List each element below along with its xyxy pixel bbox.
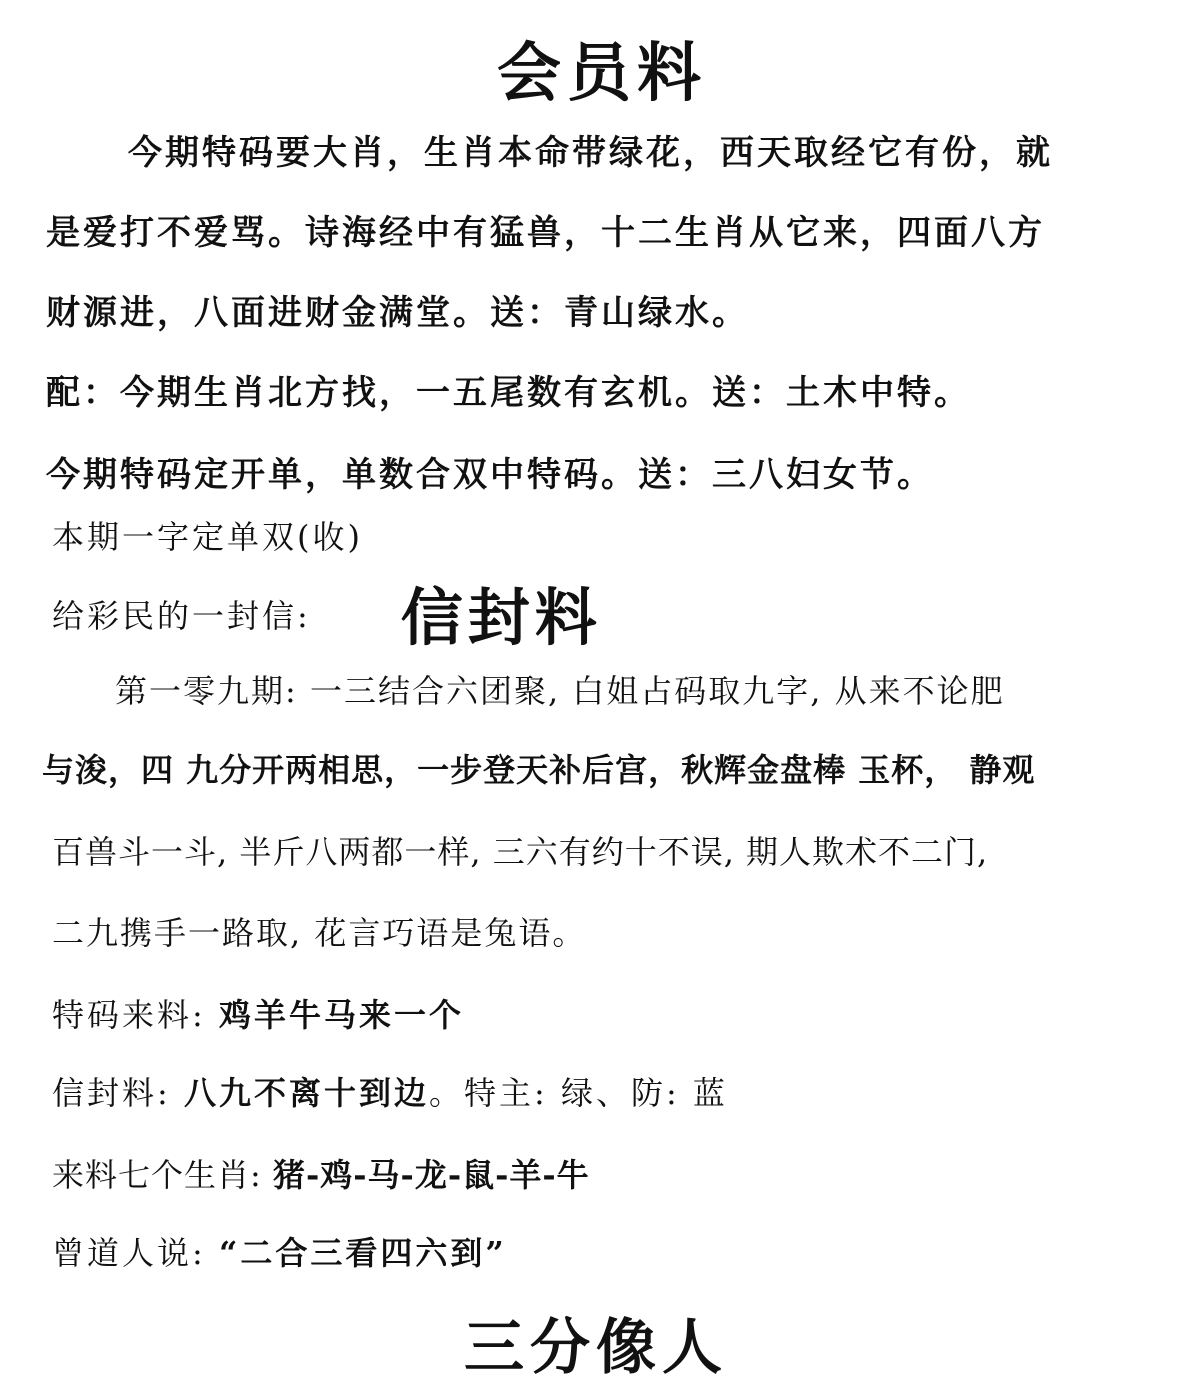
special-code-value: 鸡羊牛马来一个 bbox=[218, 996, 464, 1034]
special-code-line bbox=[52, 990, 464, 1036]
taoist-saying-value: “二合三看四六到” bbox=[218, 1234, 507, 1272]
poem-line-2: 与浚，四 九分开两相思，一步登天补后宫，秋辉金盘棒 玉杯， 静观 bbox=[42, 751, 1036, 789]
member-line-1: 今期特码要大肖，生肖本命带绿花，西天取经它有份，就 bbox=[128, 133, 1053, 173]
seven-zodiac-label: 来料七个生肖: bbox=[52, 1156, 273, 1194]
seven-zodiac-value: 猪-鸡-马-龙-鼠-羊-牛 bbox=[272, 1156, 590, 1194]
member-title: 会员料 bbox=[497, 36, 707, 111]
letter-heading-label: 给彩民的一封信: bbox=[52, 597, 311, 635]
poem-line-4: 二九携手一路取, 花言巧语是兔语。 bbox=[52, 914, 587, 952]
member-line-2: 是爱打不爱骂。诗海经中有猛兽，十二生肖从它来，四面八方 bbox=[46, 213, 1045, 253]
special-code-label: 特码来料: bbox=[52, 996, 219, 1034]
envelope-title: 信封料 bbox=[400, 581, 602, 654]
poem-line-3: 百兽斗一斗, 半斤八两都一样, 三六有约十不误, 期人欺术不二门, bbox=[52, 833, 989, 871]
envelope-label: 信封料: bbox=[52, 1074, 184, 1112]
taoist-saying-label: 曾道人说: bbox=[52, 1234, 219, 1272]
envelope-line bbox=[52, 1068, 728, 1114]
envelope-tail: 。特主: 绿、防: 蓝 bbox=[428, 1074, 728, 1112]
poem-line-1: 第一零九期: 一三结合六团聚, 白姐占码取九字, 从来不论肥 bbox=[115, 672, 1005, 710]
member-line-5: 今期特码定开单，单数合双中特码。送：三八妇女节。 bbox=[46, 455, 934, 495]
bottom-title: 三分像人 bbox=[464, 1313, 728, 1383]
member-line-3: 财源进，八面进财金满堂。送：青山绿水。 bbox=[46, 293, 749, 333]
member-line-4: 配：今期生肖北方找，一五尾数有玄机。送：土木中特。 bbox=[46, 373, 971, 413]
envelope-value: 八九不离十到边 bbox=[183, 1074, 429, 1112]
letter-heading bbox=[52, 568, 602, 657]
seven-zodiac-line bbox=[52, 1150, 590, 1196]
taoist-saying-line bbox=[52, 1228, 507, 1274]
single-double-note: 本期一字定单双(收) bbox=[52, 518, 363, 556]
